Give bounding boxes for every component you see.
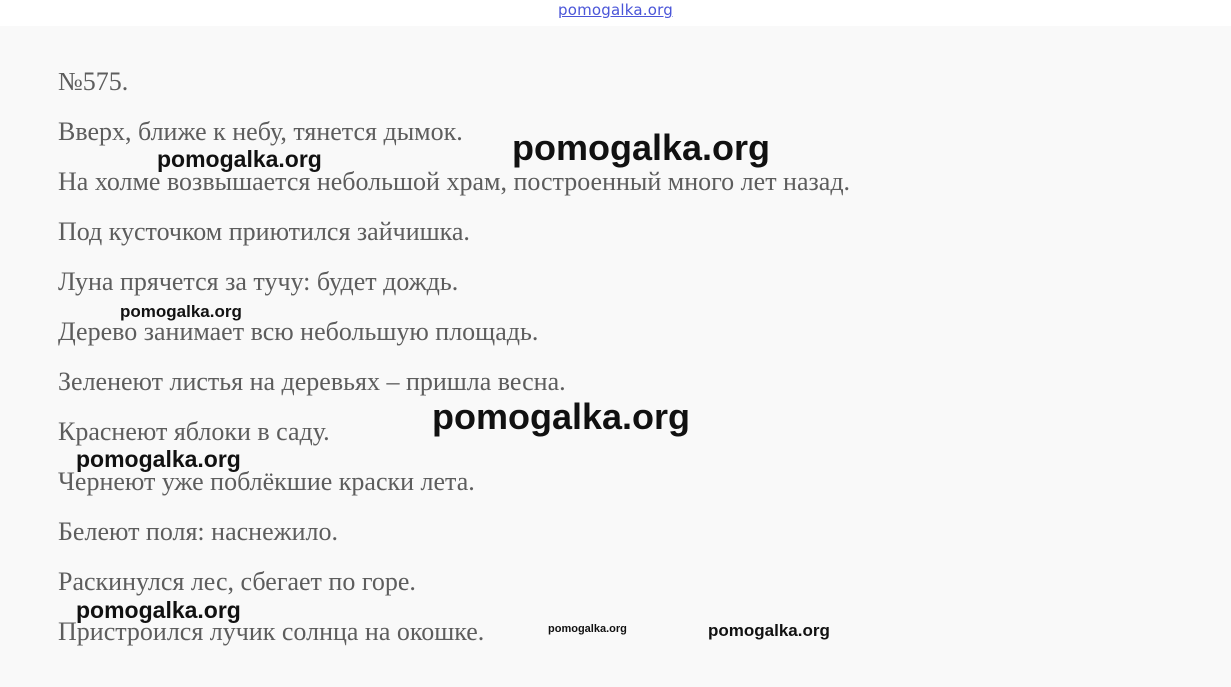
- sentence-1: Вверх, ближе к небу, тянется дымок.: [58, 117, 463, 146]
- sentence-10: Раскинулся лес, сбегает по горе.: [58, 567, 416, 596]
- sentence-11: Пристроился лучик солнца на окошке.: [58, 617, 485, 646]
- watermark-medium: pomogalka.org: [157, 146, 322, 172]
- watermark-medium: pomogalka.org: [76, 597, 241, 623]
- site-link[interactable]: pomogalka.org: [558, 1, 673, 19]
- sentence-5: Дерево занимает всю небольшую площадь.: [58, 317, 539, 346]
- sentence-3: Под кусточком приютился зайчишка.: [58, 217, 470, 246]
- sentence-4: Луна прячется за тучу: будет дождь.: [58, 267, 459, 296]
- sentence-7: Краснеют яблоки в саду.: [58, 417, 330, 446]
- watermark-large-top: pomogalka.org: [512, 127, 771, 168]
- sentence-8: Чернеют уже поблёкшие краски лета.: [58, 467, 475, 496]
- watermark-medium: pomogalka.org: [76, 446, 241, 472]
- watermark-tiny: pomogalka.org: [548, 623, 627, 635]
- watermark-small: pomogalka.org: [708, 621, 830, 640]
- watermark-small: pomogalka.org: [120, 302, 242, 321]
- watermark-large-middle: pomogalka.org: [432, 396, 691, 437]
- sentence-9: Белеют поля: наснежило.: [58, 517, 338, 546]
- sentence-6: Зеленеют листья на деревьях – пришла весна.: [58, 367, 566, 396]
- exercise-number: №575.: [58, 67, 129, 96]
- sentence-2: На холме возвышается небольшой храм, построенный много лет назад.: [58, 167, 851, 196]
